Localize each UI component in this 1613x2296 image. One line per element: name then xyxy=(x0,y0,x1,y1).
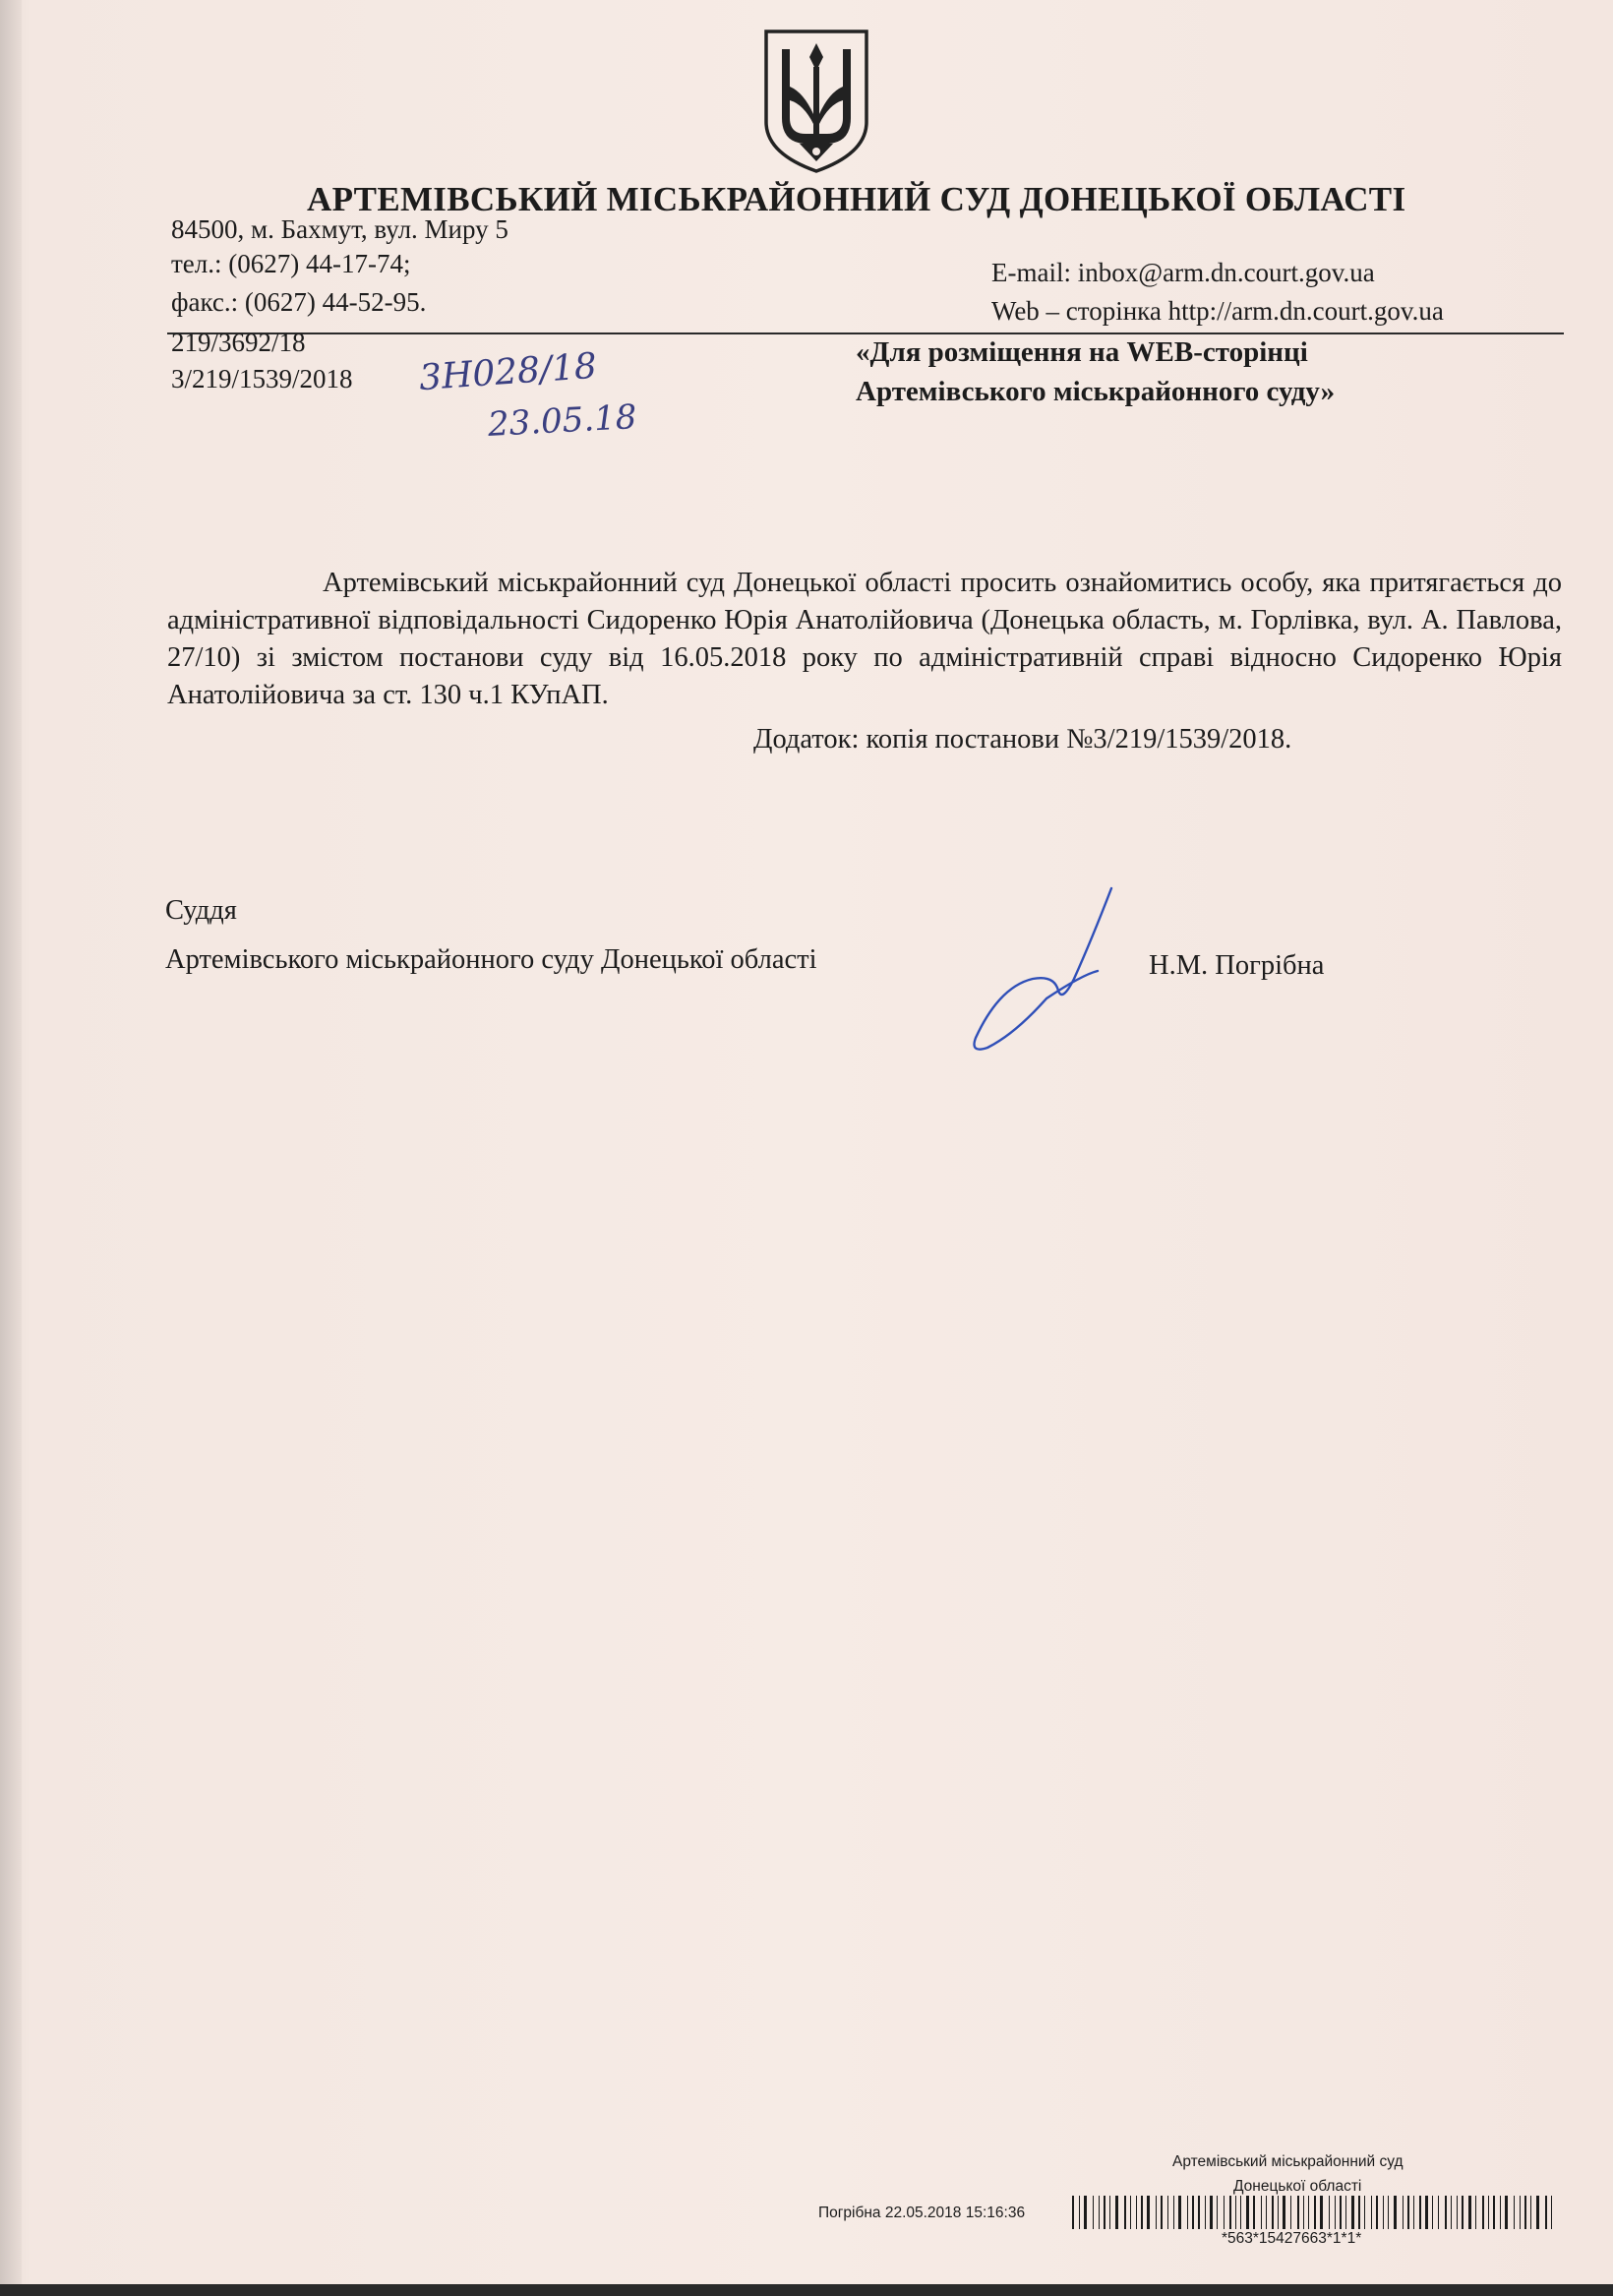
web-note-line-1: «Для розміщення на WEB-сторінці xyxy=(856,336,1308,368)
court-email: E-mail: inbox@arm.dn.court.gov.ua xyxy=(991,258,1375,287)
case-reference-2: 3/219/1539/2018 xyxy=(171,364,353,393)
handwritten-registration-number: 3Н028/18 xyxy=(417,345,599,399)
court-web: Web – сторінка http://arm.dn.court.gov.ua xyxy=(991,296,1444,326)
court-address: 84500, м. Бахмут, вул. Миру 5 xyxy=(171,214,508,244)
court-phone: тел.: (0627) 44-17-74; xyxy=(171,249,411,278)
court-fax: факс.: (0627) 44-52-95. xyxy=(171,287,427,317)
handwritten-signature-icon xyxy=(964,880,1121,1057)
signer-datetime: Погрібна 22.05.2018 15:16:36 xyxy=(818,2205,1026,2221)
web-note-line-2: Артемівського міськрайонного суду» xyxy=(856,376,1336,407)
case-reference-1: 219/3692/18 xyxy=(171,328,306,357)
handwritten-registration-date: 23.05.18 xyxy=(487,397,638,445)
barcode-text: *563*15427663*1*1* xyxy=(1222,2230,1362,2247)
trident-emblem-icon xyxy=(760,28,872,175)
signature-court: Артемівського міськрайонного суду Донецької області xyxy=(165,944,817,975)
stamp-court-line-1: Артемівський міськрайонний суд xyxy=(1172,2153,1404,2170)
court-title: АРТЕМІВСЬКИЙ МІСЬКРАЙОННИЙ СУД ДОНЕЦЬКОЇ ОБЛАСТІ xyxy=(307,180,1406,218)
stamp-court-line-2: Донецької області xyxy=(1233,2178,1362,2195)
paper-edge-bottom xyxy=(0,2284,1613,2296)
signature-name: Н.М. Погрібна xyxy=(1149,950,1325,981)
body-paragraph xyxy=(167,565,1562,714)
body-paragraph-text: Артемівський міськрайонний суд Донецької області просить ознайомитись особу, яка притягається до адміністративної відповідальності Сидоренко Юрія Анатолійовича (Донецька область, м. Горлівка, вул. А. Павлова, 27/10) зі змістом постанови суду від 16.05.2018 року по адміністративній справі відносно Сидоренко Юрія Анатолійовича за ст. 130 ч.1 КУпАП. xyxy=(167,568,1562,710)
barcode-icon xyxy=(1072,2196,1554,2229)
signature-role: Суддя xyxy=(165,895,237,926)
header-divider xyxy=(167,332,1564,334)
paper-shadow-left xyxy=(0,0,22,2296)
attachment-note: Додаток: копія постанови №3/219/1539/2018. xyxy=(753,724,1292,755)
